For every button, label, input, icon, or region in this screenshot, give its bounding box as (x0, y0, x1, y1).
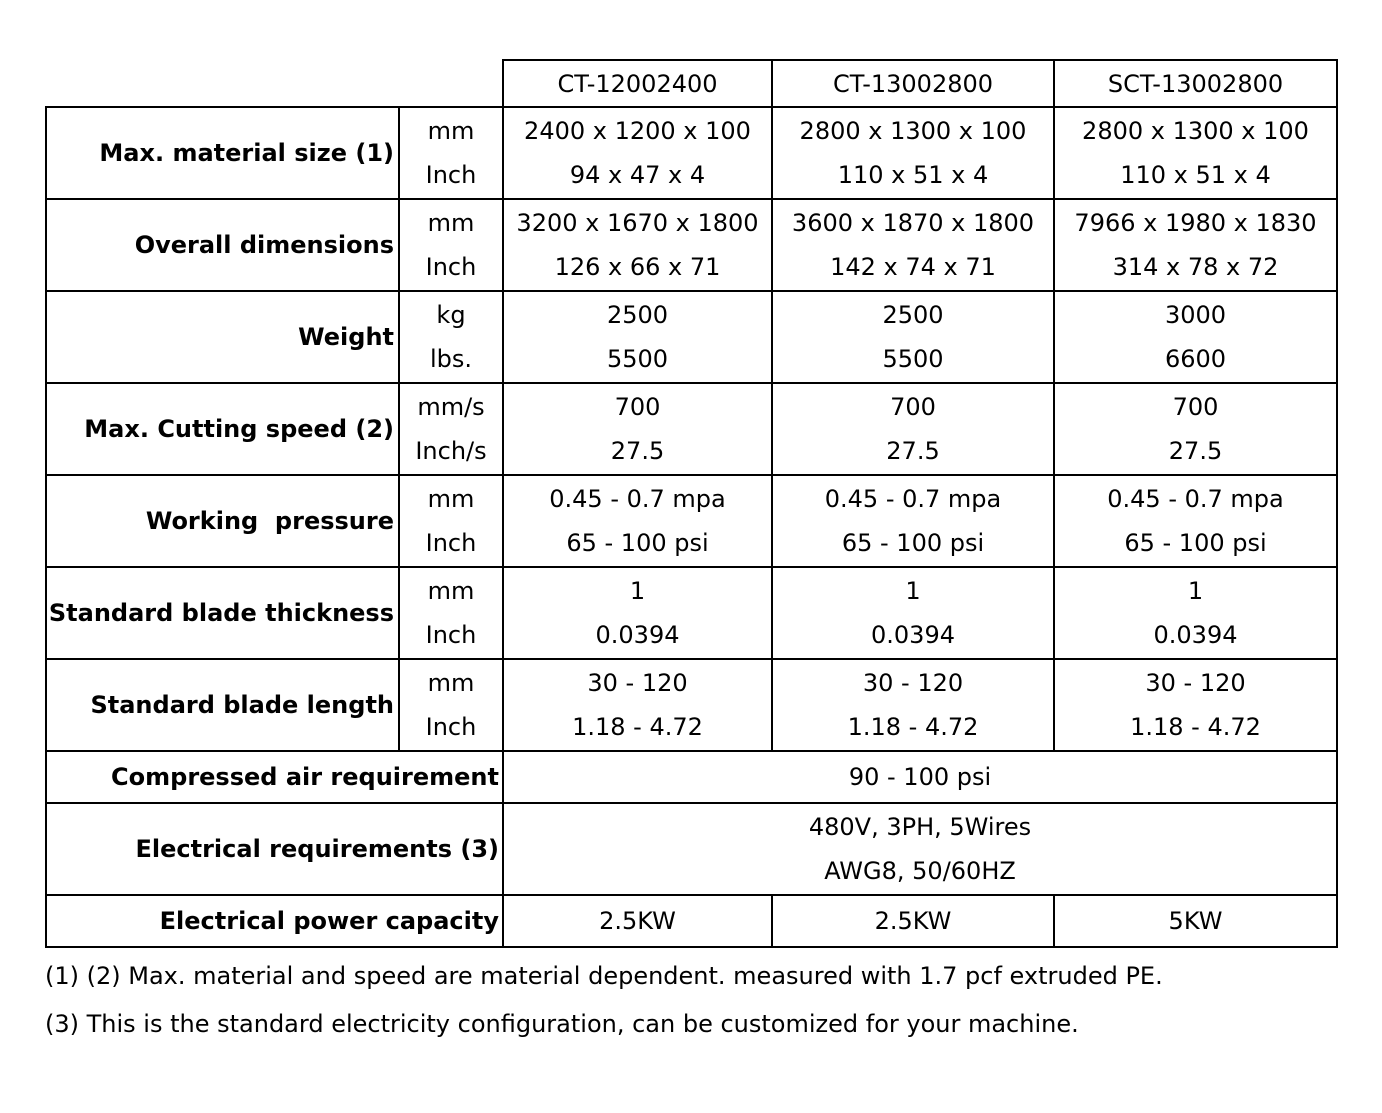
value-imperial: 1.18 - 4.72 (847, 713, 979, 741)
row-label: Weight (46, 291, 399, 383)
power-value: 2.5KW (503, 895, 772, 947)
value-imperial: 0.0394 (1153, 621, 1238, 649)
value-cell (772, 475, 1054, 567)
value-imperial: 1.18 - 4.72 (1130, 713, 1261, 741)
value-metric: 1 (905, 577, 921, 605)
unit-cell (399, 567, 503, 659)
value-cell (772, 567, 1054, 659)
electrical-value-line: 480V, 3PH, 5Wires (808, 813, 1032, 841)
value-cell (503, 291, 772, 383)
value-cell (772, 291, 1054, 383)
value-imperial: 6600 (1164, 345, 1227, 373)
spec-row-compressed-air (46, 751, 1337, 803)
model-header: CT-12002400 (503, 60, 772, 107)
power-value: 5KW (1054, 895, 1337, 947)
value-metric: 3600 x 1870 x 1800 (791, 209, 1035, 237)
row-label: Max. Cutting speed (2) (46, 383, 399, 475)
unit-metric: mm (427, 209, 475, 237)
value-imperial: 0.0394 (595, 621, 680, 649)
spec-row-working-pressure (46, 475, 1337, 567)
value-imperial: 314 x 78 x 72 (1112, 253, 1279, 281)
model-header-row (46, 60, 1337, 107)
unit-metric: kg (436, 301, 466, 329)
row-label: Compressed air requirement (46, 751, 503, 803)
model-header: SCT-13002800 (1054, 60, 1337, 107)
value-imperial: 65 - 100 psi (566, 529, 709, 557)
value-cell (503, 199, 772, 291)
value-cell (503, 475, 772, 567)
unit-metric: mm (427, 669, 475, 697)
value-imperial: 0.0394 (871, 621, 955, 649)
value-imperial: 27.5 (610, 437, 665, 465)
row-label: Overall dimensions (46, 199, 399, 291)
value-cell (1054, 383, 1337, 475)
value-cell (1054, 659, 1337, 751)
value-cell (772, 199, 1054, 291)
value-metric: 30 - 120 (862, 669, 964, 697)
value-metric: 2500 (882, 301, 944, 329)
value-metric: 3000 (1164, 301, 1227, 329)
unit-metric: mm (427, 577, 475, 605)
value-cell (1054, 199, 1337, 291)
unit-imperial: Inch (425, 161, 477, 189)
unit-metric: mm (427, 485, 475, 513)
row-label: Standard blade thickness (46, 567, 399, 659)
unit-imperial: Inch/s (415, 437, 487, 465)
value-metric: 1 (1187, 577, 1204, 605)
value-imperial: 94 x 47 x 4 (569, 161, 706, 189)
value-cell (1054, 291, 1337, 383)
spec-row-max-material-size (46, 107, 1337, 199)
spec-table (45, 59, 1338, 948)
spec-row-power-capacity (46, 895, 1337, 947)
power-value: 2.5KW (772, 895, 1054, 947)
value-metric: 2800 x 1300 x 100 (799, 117, 1027, 145)
spec-row-blade-length (46, 659, 1337, 751)
value-metric: 700 (614, 393, 661, 421)
value-metric: 1 (629, 577, 646, 605)
value-cell (772, 107, 1054, 199)
unit-cell (399, 383, 503, 475)
value-cell (503, 659, 772, 751)
row-label: Electrical requirements (3) (46, 803, 503, 895)
value-metric: 30 - 120 (587, 669, 688, 697)
value-metric: 0.45 - 0.7 mpa (824, 485, 1002, 513)
value-metric: 700 (890, 393, 936, 421)
unit-cell (399, 659, 503, 751)
spec-row-electrical-requirements (46, 803, 1337, 895)
unit-metric: mm (427, 117, 475, 145)
unit-imperial: Inch (425, 621, 477, 649)
spec-row-max-cutting-speed (46, 383, 1337, 475)
value-cell (772, 659, 1054, 751)
value-metric: 700 (1172, 393, 1219, 421)
unit-imperial: Inch (425, 713, 477, 741)
unit-metric: mm/s (417, 393, 485, 421)
value-cell (1054, 567, 1337, 659)
header-blank-cell (46, 60, 503, 107)
value-metric: 30 - 120 (1145, 669, 1246, 697)
unit-imperial: lbs. (429, 345, 473, 373)
value-imperial: 142 x 74 x 71 (830, 253, 996, 281)
row-label: Electrical power capacity (46, 895, 503, 947)
unit-imperial: Inch (425, 253, 477, 281)
value-cell (1054, 107, 1337, 199)
value-cell (503, 383, 772, 475)
electrical-value-line: AWG8, 50/60HZ (824, 857, 1016, 885)
value-imperial: 27.5 (886, 437, 940, 465)
footnote: (1) (2) Max. material and speed are material dependent. measured with 1.7 pcf extruded PE. (45, 962, 1163, 990)
value-imperial: 1.18 - 4.72 (572, 713, 703, 741)
compressed-air-value: 90 - 100 psi (503, 751, 1337, 803)
value-imperial: 126 x 66 x 71 (554, 253, 721, 281)
unit-cell (399, 107, 503, 199)
row-label: Max. material size (1) (46, 107, 399, 199)
value-metric: 0.45 - 0.7 mpa (549, 485, 726, 513)
value-imperial: 5500 (882, 345, 944, 373)
model-header: CT-13002800 (772, 60, 1054, 107)
row-label: Working pressure (46, 475, 399, 567)
value-metric: 2800 x 1300 x 100 (1082, 117, 1309, 145)
unit-imperial: Inch (425, 529, 477, 557)
spec-row-blade-thickness (46, 567, 1337, 659)
value-metric: 7966 x 1980 x 1830 (1074, 209, 1317, 237)
spec-row-overall-dimensions (46, 199, 1337, 291)
row-label: Standard blade length (46, 659, 399, 751)
spec-row-weight (46, 291, 1337, 383)
value-metric: 3200 x 1670 x 1800 (516, 209, 759, 237)
value-cell (772, 383, 1054, 475)
value-cell (1054, 475, 1337, 567)
electrical-value-cell (503, 803, 1337, 895)
value-imperial: 110 x 51 x 4 (1120, 161, 1271, 189)
footnotes (45, 952, 1163, 1048)
value-imperial: 110 x 51 x 4 (837, 161, 989, 189)
value-imperial: 5500 (606, 345, 669, 373)
value-imperial: 65 - 100 psi (841, 529, 985, 557)
value-cell (503, 567, 772, 659)
value-cell (503, 107, 772, 199)
value-metric: 2400 x 1200 x 100 (524, 117, 751, 145)
value-imperial: 27.5 (1168, 437, 1223, 465)
unit-cell (399, 475, 503, 567)
footnote: (3) This is the standard electricity configuration, can be customized for your machine. (45, 1010, 1079, 1038)
unit-cell (399, 291, 503, 383)
unit-cell (399, 199, 503, 291)
value-metric: 0.45 - 0.7 mpa (1107, 485, 1284, 513)
value-imperial: 65 - 100 psi (1124, 529, 1267, 557)
value-metric: 2500 (606, 301, 669, 329)
